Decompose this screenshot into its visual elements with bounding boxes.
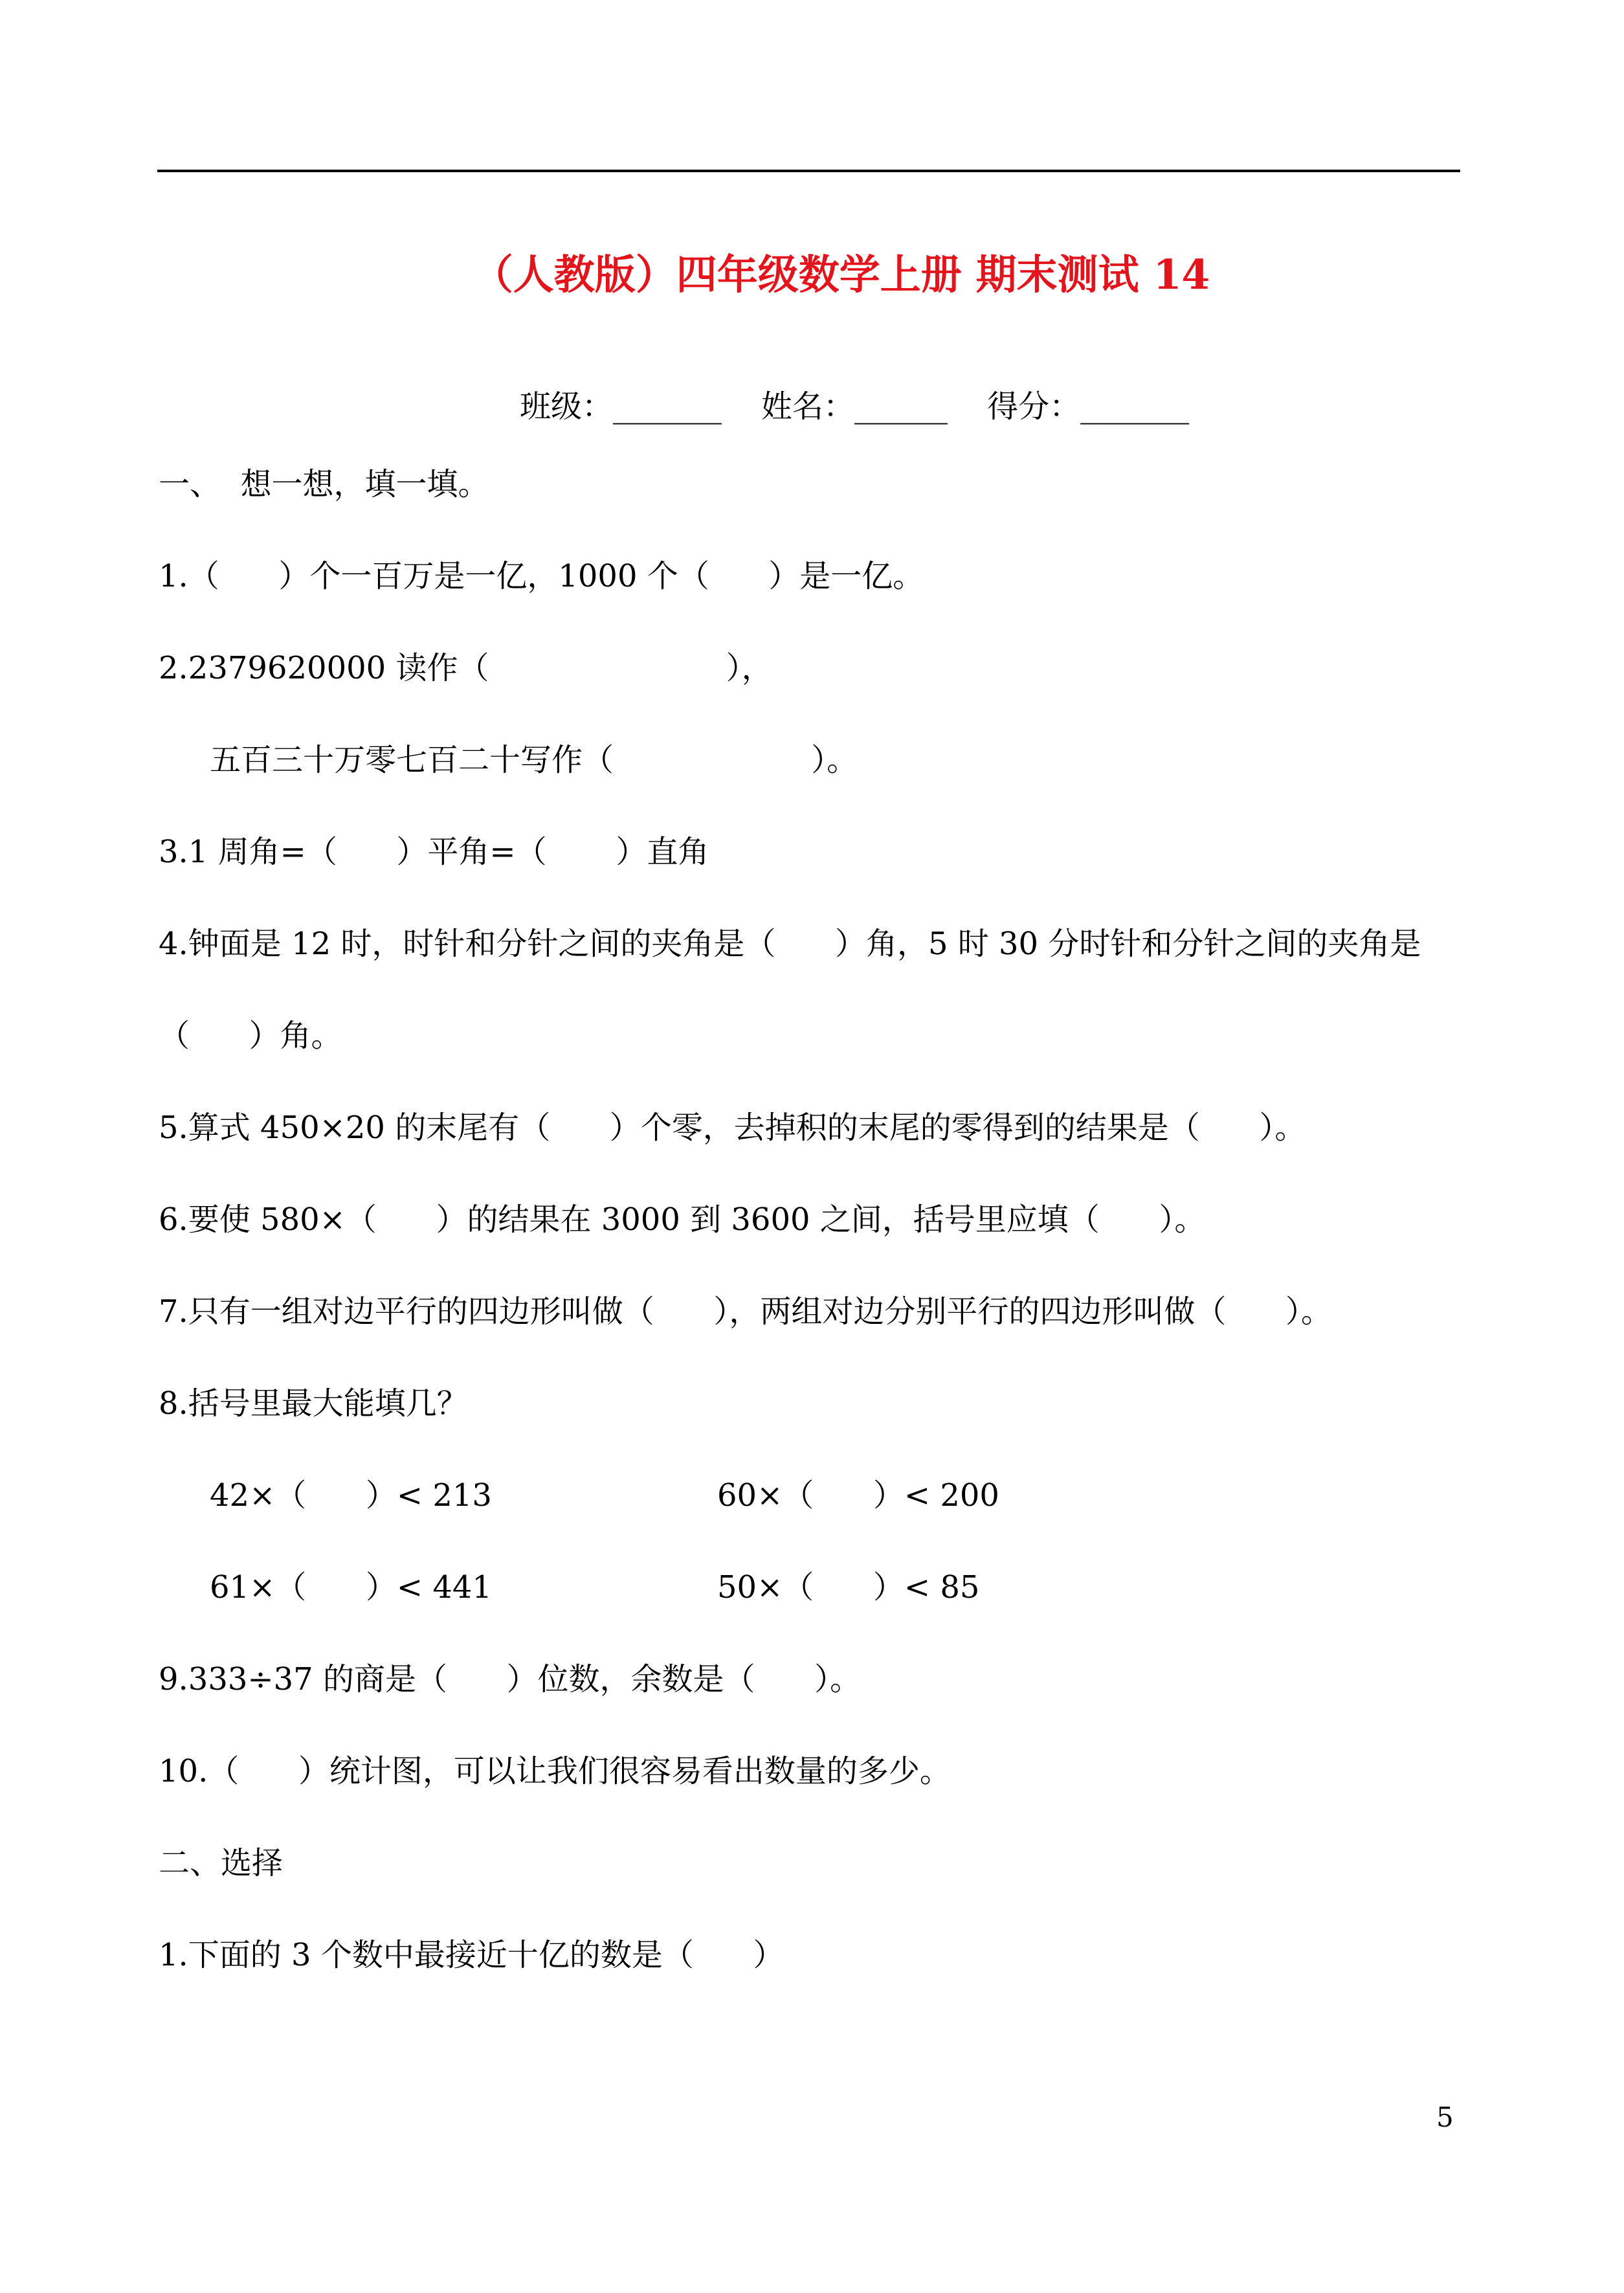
question-1-10: 10.（ ）统计图，可以让我们很容易看出数量的多少。 xyxy=(159,1753,951,1789)
page-number: 5 xyxy=(1436,2101,1454,2133)
question-1-8-item-d: 50×（ ）< 85 xyxy=(717,1569,980,1605)
question-1-4: 4.钟面是 12 时，时针和分针之间的夹角是（ ）角，5 时 30 分时针和分针之间的夹角是 xyxy=(159,926,1421,962)
question-1-2: 2.2379620000 读作（ ）， xyxy=(159,650,773,686)
page-title: （人教版）四年级数学上册 期末测试 14 xyxy=(472,251,1210,298)
question-1-5: 5.算式 450×20 的末尾有（ ）个零，去掉积的末尾的零得到的结果是（ ）。 xyxy=(159,1110,1306,1146)
question-1-6: 6.要使 580×（ ）的结果在 3000 到 3600 之间，括号里应填（ ）。 xyxy=(159,1202,1206,1238)
question-2-1: 1.下面的 3 个数中最接近十亿的数是（ ） xyxy=(159,1937,784,1973)
section-2-heading: 二、选择 xyxy=(159,1845,284,1881)
question-1-1: 1.（ ）个一百万是一亿，1000 个（ ）是一亿。 xyxy=(159,558,924,594)
question-1-2-part-b: 五百三十万零七百二十写作（ ）。 xyxy=(210,742,858,778)
question-1-9: 9.333÷37 的商是（ ）位数，余数是（ ）。 xyxy=(159,1661,862,1697)
question-1-7: 7.只有一组对边平行的四边形叫做（ ），两组对边分别平行的四边形叫做（ ）。 xyxy=(159,1293,1332,1330)
question-1-8-item-c: 61×（ ）< 441 xyxy=(210,1569,492,1605)
section-1-heading: 一、 想一想，填一填。 xyxy=(159,466,489,502)
header-rule xyxy=(157,170,1460,172)
student-info-line: 班级：_______ 姓名：______ 得分：_______ xyxy=(520,388,1190,425)
question-1-8: 8.括号里最大能填几？ xyxy=(159,1385,468,1422)
question-1-4-continued: （ ）角。 xyxy=(159,1018,342,1054)
question-1-8-item-a: 42×（ ）< 213 xyxy=(210,1477,492,1514)
question-1-3: 3.1 周角=（ ）平角=（ ）直角 xyxy=(159,834,709,870)
question-1-8-item-b: 60×（ ）< 200 xyxy=(717,1477,999,1514)
